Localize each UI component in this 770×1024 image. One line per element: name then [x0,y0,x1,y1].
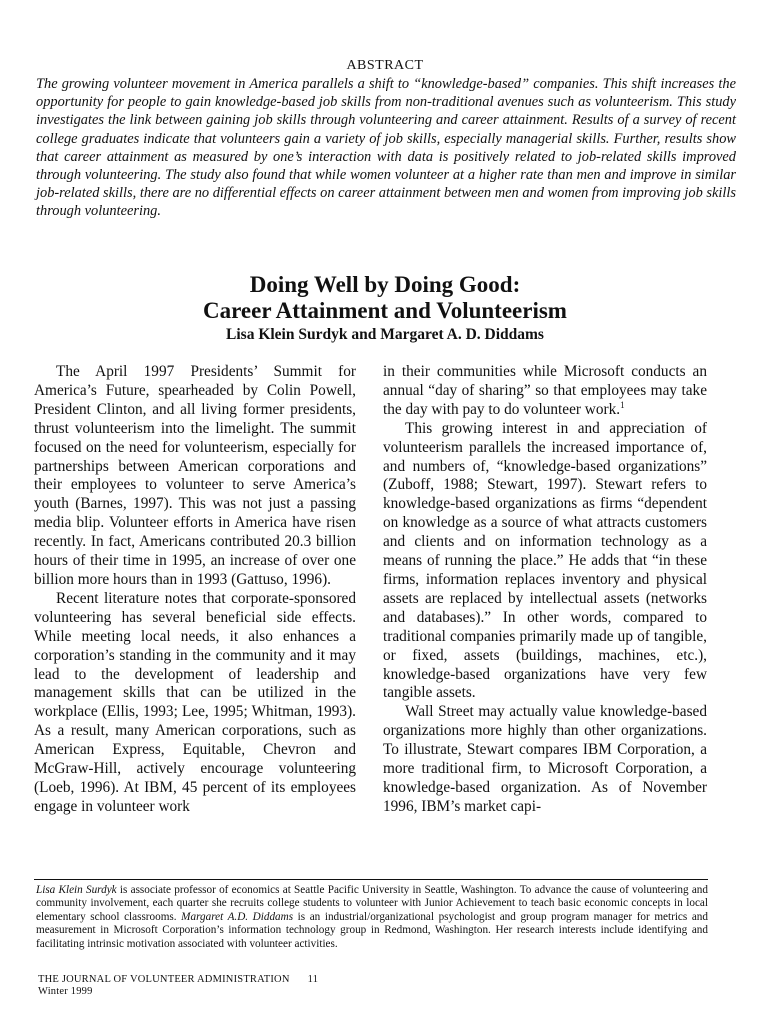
footnote-text-1: is associate professor of economics at Seattle Pacific University in Seattle, Washington. To advance the cause of volunteering and community involvement, each quarter she recruits college students to volunteer with Junior Achievement to teach basic economic concepts in local elementary school classrooms. [36,884,708,923]
journal-name: THE JOURNAL OF VOLUNTEER ADMINISTRATION [38,974,290,985]
paragraph: The April 1997 Presidents’ Summit for America’s Future, spearheaded by Colin Powell, President Clinton, and all living former presidents, thrust volunteerism into the limelight. The summit focused on the need for volunteerism, especially for partnerships between American corporations and their employees to volunteer to serve America’s youth (Barnes, 1997). This was not just a passing media blip. Volunteer efforts in America have risen recently. In fact, Americans contributed 20.3 billion hours of their time in 1995, an increase of over one billion more hours than in 1993 (Gattuso, 1996). [34,363,356,588]
abstract-text: The growing volunteer movement in America parallels a shift to “knowledge-based” companies. This shift increases the opportunity for people to gain knowledge-based job skills from non-traditional avenues such as volunteerism. This study investigates the link between gaining job skills through volunteering and career attainment. Results of a survey of recent college graduates indicate that volunteers gain a variety of job skills, especially managerial skills. Further, results show that career attainment as measured by one’s interaction with data is positively related to job-related skills improved through volunteering. The study also found that while women volunteer at a higher rate than men and improve in similar job-related skills, there are no differential effects on career attainment between men and women from improving job skills through volunteering. [36,76,736,220]
paragraph: This growing interest in and appreciation of volunteerism parallels the increased importance of, and numbers of, “knowledge-based organizations” (Zuboff, 1988; Stewart, 1997). Stewart refers to knowledge-based organizations as firms “dependent on knowledge as a source of what attracts customers and clients and on information technology as a means of running the place.” He adds that “in these firms, information replaces inventory and physical assets are replaced by intellectual assets (networks and databases).” In other words, compared to traditional companies primarily made up of tangible, or fixed, assets (buildings, machines, etc.), knowledge-based organizations have very few tangible assets. [383,419,707,702]
footnote-divider [34,879,708,880]
page-number: 11 [307,974,319,985]
author-footnote [36,884,708,951]
body-column-right [383,363,707,877]
footnote-text-2: is an industrial/organizational psychologist and group program manager for metrics and measurement in Microsoft Corporation’s information technology group in Redmond, Washington. Her research interests include identifying and facilitating intrinsic motivation associated with volunteer activities. [36,910,708,950]
footnote-marker: 1 [620,399,625,410]
journal-footer [38,974,318,998]
footnote-author-2: Margaret A.D. Diddams [181,910,294,923]
paragraph: Recent literature notes that corporate-sponsored volunteering has several beneficial side effects. While meeting local needs, it also enhances a corporation’s standing in the community and it may lead to the development of leadership and management skills that can be utilized in the workplace (Ellis, 1993; Lee, 1995; Whitman, 1993). As a result, many American corporations, such as American Express, Equitable, Chevron and McGraw-Hill, actively encourage volunteering (Loeb, 1996). At IBM, 45 percent of its employees engage in volunteer work [34,589,356,815]
title-line-2: Career Attainment and Volunteerism [203,298,567,323]
article-title [0,272,770,324]
journal-issue: Winter 1999 [38,986,93,997]
paragraph-text: in their communities while Microsoft conducts an annual “day of sharing” so that employees may take the day with pay to do volunteer work. [383,363,707,418]
title-line-1: Doing Well by Doing Good: [249,272,521,297]
footnote-author-1: Lisa Klein Surdyk [36,884,117,896]
paragraph [383,363,707,420]
article-authors: Lisa Klein Surdyk and Margaret A. D. Diddams [226,326,544,343]
paragraph: Wall Street may actually value knowledge-based organizations more highly than other organizations. To illustrate, Stewart compares IBM Corporation, a more traditional firm, to Microsoft Corporation, a knowledge-based organization. As of November 1996, IBM’s market capi- [383,703,707,815]
body-column-left [34,363,356,877]
abstract-heading: ABSTRACT [346,58,424,73]
